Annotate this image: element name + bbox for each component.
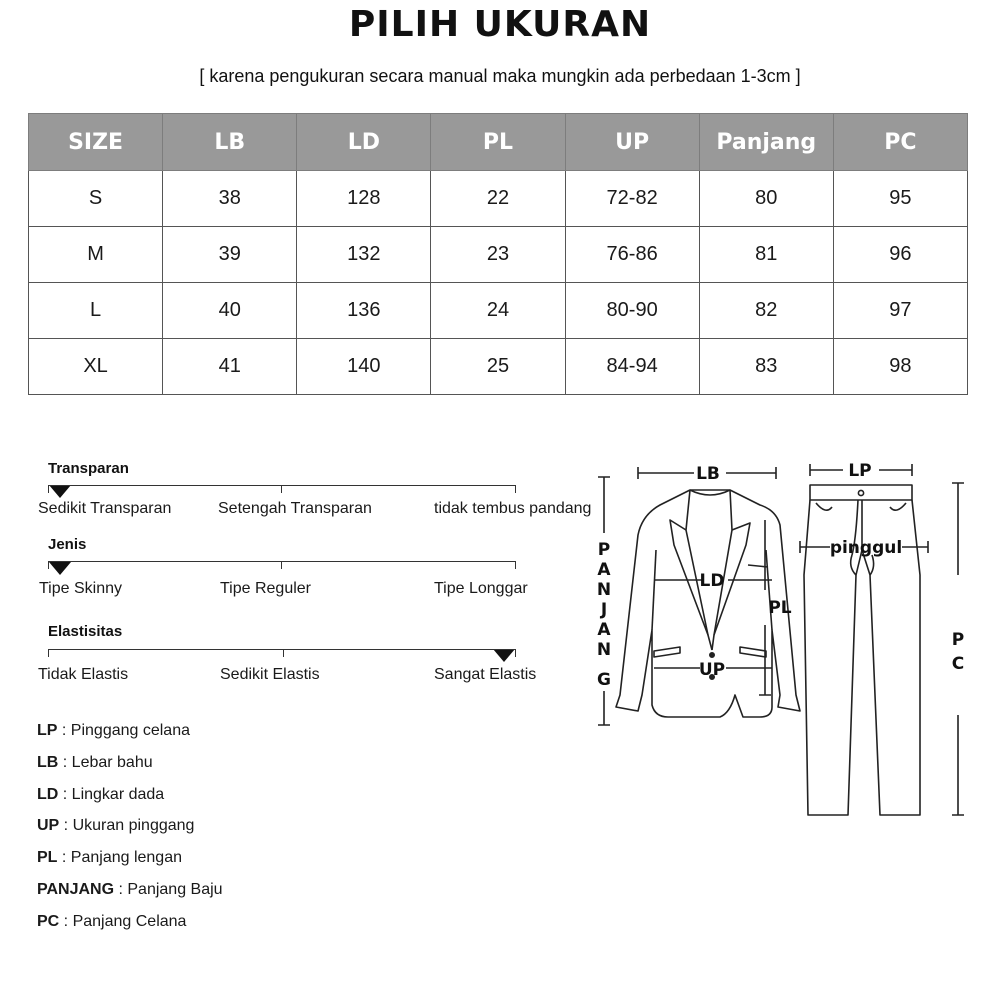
- scale-label-high: tidak tembus pandang: [434, 500, 592, 517]
- diagram-label-lp: LP: [848, 461, 872, 481]
- header-size: SIZE: [29, 114, 163, 171]
- scale-tick: [515, 649, 516, 657]
- selected-marker-icon: [49, 485, 71, 498]
- scale-label-mid: Setengah Transparan: [218, 500, 372, 517]
- scale-tick: [48, 649, 49, 657]
- diagram-label-panjang-letter: J: [600, 600, 608, 620]
- scale-tick: [281, 485, 282, 493]
- diagram-label-ld: LD: [699, 571, 725, 591]
- table-cell: 39: [163, 227, 297, 283]
- scale-label-high: Sangat Elastis: [434, 666, 537, 683]
- pants-icon: [804, 485, 920, 815]
- diagram-label-panjang-letter: A: [597, 560, 611, 580]
- table-cell: 80: [699, 171, 833, 227]
- diagram-label-panjang-letter: N: [596, 640, 612, 660]
- header-pl: PL: [431, 114, 565, 171]
- header-pc: PC: [833, 114, 967, 171]
- scale-label-low: Tidak Elastis: [38, 666, 129, 683]
- diagram-label-pc-letter: C: [951, 654, 965, 674]
- scale-tick: [48, 485, 49, 493]
- header-up: UP: [565, 114, 699, 171]
- diagram-label-panjang-letter: P: [597, 540, 611, 560]
- diagram-label-up: UP: [698, 660, 726, 680]
- legend-abbr: LB: [37, 753, 59, 771]
- table-cell: 136: [297, 283, 431, 339]
- table-cell: 95: [833, 171, 967, 227]
- table-cell: 140: [297, 339, 431, 395]
- scale-tick: [515, 485, 516, 493]
- table-cell: 72-82: [565, 171, 699, 227]
- table-cell: 84-94: [565, 339, 699, 395]
- table-cell: 83: [699, 339, 833, 395]
- diagram-label-panjang-letter: N: [596, 580, 612, 600]
- table-row: [29, 227, 968, 283]
- table-cell: 41: [163, 339, 297, 395]
- diagram-label-lb: LB: [696, 464, 720, 484]
- legend-desc: : Lebar bahu: [58, 753, 153, 771]
- scale-label-mid: Tipe Reguler: [220, 580, 312, 597]
- header-ld: LD: [297, 114, 431, 171]
- scale-label-low: Tipe Skinny: [39, 580, 122, 597]
- measurement-legend: [37, 722, 223, 945]
- table-row: [29, 339, 968, 395]
- legend-item: [37, 849, 223, 881]
- legend-desc: : Lingkar dada: [58, 785, 165, 803]
- legend-abbr: PANJANG: [37, 880, 115, 898]
- suit-diagram: [590, 455, 1000, 955]
- diagram-label-pc-letter: P: [951, 630, 965, 650]
- table-cell: 82: [699, 283, 833, 339]
- table-cell: 22: [431, 171, 565, 227]
- legend-abbr: UP: [37, 817, 60, 835]
- table-cell: 40: [163, 283, 297, 339]
- table-row: [29, 283, 968, 339]
- scale-tick: [48, 561, 49, 569]
- diagram-label-panjang-letter: A: [597, 620, 611, 640]
- table-cell: 132: [297, 227, 431, 283]
- legend-abbr: PL: [37, 849, 58, 867]
- page-subtitle: [ karena pengukuran secara manual maka mungkin ada perbedaan 1-3cm ]: [199, 66, 801, 86]
- legend-item: [37, 754, 223, 786]
- scale-title-elastisitas: Elastisitas: [48, 623, 123, 640]
- page-title: PILIH UKURAN: [348, 4, 652, 45]
- table-cell: 97: [833, 283, 967, 339]
- diagram-label-pl: PL: [768, 598, 792, 618]
- table-row: [29, 171, 968, 227]
- legend-desc: : Panjang lengan: [57, 849, 182, 867]
- scale-title-jenis: Jenis: [48, 536, 87, 553]
- table-cell: 38: [163, 171, 297, 227]
- size-table: [28, 113, 968, 395]
- suit-illustration: [590, 455, 1000, 955]
- legend-desc: : Panjang Baju: [114, 880, 223, 898]
- legend-desc: : Ukuran pinggang: [59, 817, 195, 835]
- scale-line: [48, 649, 516, 650]
- table-cell: 24: [431, 283, 565, 339]
- scale-tick: [515, 561, 516, 569]
- scale-title-transparan: Transparan: [48, 460, 129, 477]
- selected-marker-icon: [49, 562, 71, 575]
- legend-abbr: LP: [37, 722, 58, 739]
- scale-line: [48, 561, 516, 562]
- table-cell: 23: [431, 227, 565, 283]
- legend-desc: : Pinggang celana: [57, 722, 190, 739]
- table-cell: 25: [431, 339, 565, 395]
- scale-line: [48, 485, 516, 486]
- table-cell: 81: [699, 227, 833, 283]
- scale-tick: [283, 649, 284, 657]
- scale-label-high: Tipe Longgar: [434, 580, 528, 597]
- legend-item: [37, 817, 223, 849]
- table-cell: 80-90: [565, 283, 699, 339]
- table-cell: 98: [833, 339, 967, 395]
- table-cell: M: [29, 227, 163, 283]
- scale-label-low: Sedikit Transparan: [38, 500, 172, 517]
- legend-item: [37, 722, 223, 754]
- table-cell: 96: [833, 227, 967, 283]
- table-header-row: [29, 114, 968, 171]
- legend-abbr: LD: [37, 785, 59, 803]
- table-cell: S: [29, 171, 163, 227]
- table-cell: 128: [297, 171, 431, 227]
- table-cell: L: [29, 283, 163, 339]
- scale-label-mid: Sedikit Elastis: [220, 666, 320, 683]
- scale-tick: [281, 561, 282, 569]
- legend-abbr: PC: [37, 912, 60, 930]
- legend-desc: : Panjang Celana: [59, 912, 187, 930]
- legend-item: [37, 913, 223, 945]
- header-panjang: Panjang: [699, 114, 833, 171]
- header-lb: LB: [163, 114, 297, 171]
- selected-marker-icon: [493, 649, 515, 662]
- table-cell: XL: [29, 339, 163, 395]
- table-cell: 76-86: [565, 227, 699, 283]
- legend-item: [37, 786, 223, 818]
- legend-item: [37, 881, 223, 913]
- diagram-label-pinggul: pinggul: [829, 538, 903, 558]
- measurement-guides: [598, 464, 964, 815]
- diagram-label-panjang-letter: G: [597, 670, 611, 690]
